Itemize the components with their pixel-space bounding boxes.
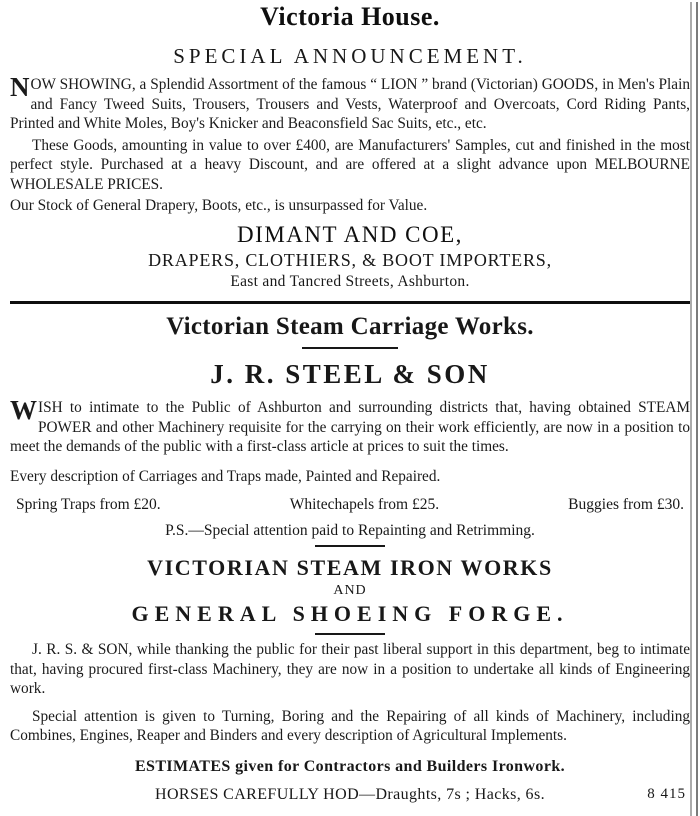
advertisement-victoria-house bbox=[10, 2, 690, 291]
postscript-line: P.S.—Special attention paid to Repainting and Retrimming. bbox=[165, 522, 535, 540]
price-item: Buggies from £30. bbox=[568, 496, 684, 514]
paragraph-text: OW SHOWING, a Splendid Assortment of the famous “ LION ” brand (Victorian) GOODS, in Men's Plain and Fancy Tweed Suits, Trousers, Trousers and Vests, Waterproof and Overcoats, Cord Riding Pants, Printed and White Moles, Boy's Knicker and Beaconsfield Sac Suits, etc., etc. bbox=[10, 76, 690, 133]
firm-name: DIMANT AND COE, bbox=[237, 222, 463, 248]
section-divider bbox=[10, 301, 690, 304]
firm-trades: DRAPERS, CLOTHIERS, & BOOT IMPORTERS, bbox=[148, 250, 552, 271]
ad-title: Victorian Steam Carriage Works. bbox=[166, 313, 534, 341]
conjunction-and: AND bbox=[333, 583, 367, 599]
drop-cap: W bbox=[10, 395, 37, 426]
ad-paragraph bbox=[10, 640, 690, 699]
column-rule bbox=[696, 2, 698, 816]
ornament-rule bbox=[315, 633, 385, 635]
ad-title: VICTORIAN STEAM IRON WORKS bbox=[147, 555, 553, 581]
ad-paragraph bbox=[10, 707, 690, 746]
firm-name: J. R. STEEL & SON bbox=[210, 359, 490, 390]
ad-paragraph bbox=[10, 72, 690, 134]
price-item: Whitechapels from £25. bbox=[289, 496, 440, 514]
price-item: Spring Traps from £20. bbox=[16, 496, 161, 514]
ad-title: Victoria House. bbox=[260, 2, 440, 31]
ad-paragraph bbox=[10, 395, 690, 457]
ad-paragraph bbox=[10, 136, 690, 195]
ornament-rule bbox=[302, 347, 398, 349]
firm-address: East and Tancred Streets, Ashburton. bbox=[230, 273, 470, 291]
page-number: 8 415 bbox=[647, 786, 686, 803]
footer-line bbox=[10, 786, 690, 804]
ornament-rule bbox=[315, 545, 385, 547]
services-line: Every description of Carriages and Traps made, Painted and Repaired. bbox=[10, 467, 441, 485]
ad-title-secondary: GENERAL SHOEING FORGE. bbox=[131, 601, 569, 627]
paragraph-text: J. R. S. & SON, while thanking the public for their past liberal support in this department, beg to intimate that, having procured first-class Machinery, they are now in a position to undertake all kinds of Engineering work. bbox=[10, 641, 690, 698]
paragraph-text: Our Stock of General Drapery, Boots, etc., is unsurpassed for Value. bbox=[10, 197, 428, 215]
paragraph-text: ISH to intimate to the Public of Ashburton and surrounding districts that, having obtained STEAM POWER and other Machinery requisite for the carrying on their work efficiently, are now in a position to meet the demands of the public with a first-class article at prices to suit the times. bbox=[10, 399, 690, 456]
drop-cap: N bbox=[10, 72, 30, 102]
footer-text: HORSES CAREFULLY HOD—Draughts, 7s ; Hacks, 6s. bbox=[155, 786, 545, 804]
price-list bbox=[16, 496, 684, 514]
ad-paragraph-stock bbox=[10, 196, 690, 216]
column-rule-secondary bbox=[690, 2, 692, 816]
advertisement-steam-iron-works bbox=[10, 555, 690, 804]
ad-subtitle: SPECIAL ANNOUNCEMENT. bbox=[173, 44, 527, 68]
paragraph-text: These Goods, amounting in value to over £400, are Manufacturers' Samples, cut and finished in the most perfect style. Purchased at a heavy Discount, and are offered at a slight advance upon MELBOURNE WHOLESALE PRICES. bbox=[10, 136, 690, 193]
newspaper-page bbox=[0, 2, 700, 816]
advertisement-steam-carriage-works bbox=[10, 313, 690, 540]
estimates-line bbox=[10, 758, 690, 776]
paragraph-text: Special attention is given to Turning, Boring and the Repairing of all kinds of Machinery, including Combines, Engines, Reaper and Binders and every description of Agricultural Implements. bbox=[10, 707, 690, 745]
estimates-text: ESTIMATES given for Contractors and Builders Ironwork. bbox=[134, 758, 566, 776]
